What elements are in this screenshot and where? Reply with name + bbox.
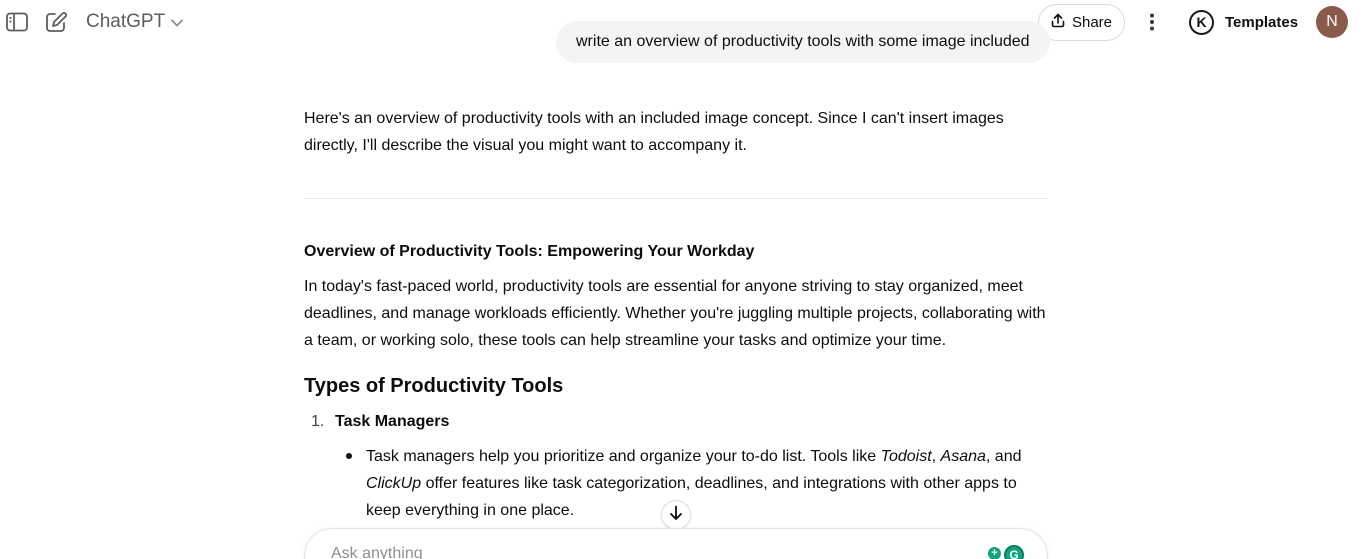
templates-logo-icon: K [1189, 10, 1214, 35]
model-selector[interactable] [86, 10, 183, 34]
list-item-bullet [366, 443, 1046, 524]
arrow-down-icon [669, 505, 683, 526]
share-icon [1051, 13, 1065, 32]
bullet-text-post: offer features like task categorization, deadlines, and integrations with other apps to keep everything in one place. [366, 475, 1017, 519]
composer [304, 528, 1048, 559]
types-heading: Types of Productivity Tools [304, 375, 564, 397]
scroll-to-bottom-button[interactable] [661, 500, 691, 530]
new-chat-icon[interactable] [44, 10, 68, 34]
more-vert-icon[interactable] [1140, 10, 1164, 34]
model-name: ChatGPT [86, 11, 166, 32]
list-item-number: 1. [311, 413, 325, 430]
overview-heading: Overview of Productivity Tools: Empowering Your Workday [304, 243, 755, 260]
tool-asana: Asana [940, 448, 986, 465]
grammarly-icon[interactable]: G [1004, 545, 1024, 559]
bullet-dot [346, 453, 352, 459]
chevron-down-icon [171, 11, 183, 33]
overview-paragraph: In today's fast-paced world, productivity tools are essential for anyone striving to stay organized, meet deadlines, and manage workloads efficiently. Whether you're juggling multiple projects, collaborating with a team, or working solo, these tools can help streamline your tasks and optimize your time. [304, 278, 1046, 349]
share-label: Share [1071, 14, 1113, 31]
user-message: write an overview of productivity tools with some image included [556, 21, 1050, 63]
templates-button[interactable] [1189, 9, 1298, 35]
prompt-input[interactable] [331, 545, 931, 559]
list-item-title: Task Managers [335, 413, 450, 430]
grammarly-plus-icon[interactable]: + [988, 547, 1001, 559]
templates-label: Templates [1225, 13, 1299, 31]
assistant-intro: Here's an overview of productivity tools with an included image concept. Since I can't insert images directly, I'll describe the visual you might want to accompany it. [304, 110, 1004, 154]
bullet-sep: , and [985, 448, 1022, 465]
sidebar-toggle-icon[interactable] [5, 10, 29, 34]
tool-clickup: ClickUp [366, 475, 422, 492]
avatar[interactable]: N [1316, 6, 1348, 38]
tool-todoist: Todoist [880, 448, 932, 465]
share-button[interactable] [1038, 4, 1125, 41]
divider [304, 198, 1048, 199]
bullet-sep: , [931, 448, 941, 465]
bullet-text-pre: Task managers help you prioritize and organize your to-do list. Tools like [366, 448, 881, 465]
